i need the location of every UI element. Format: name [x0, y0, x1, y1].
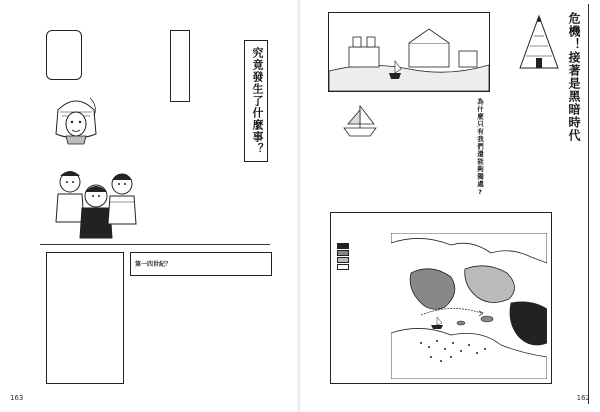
page-number-right: 162 [576, 394, 590, 402]
body-column-2 [202, 28, 216, 178]
main-title-box [244, 40, 268, 162]
body-column-1 [222, 28, 236, 178]
body-column-4 [100, 28, 114, 108]
intro-column-1 [538, 78, 552, 208]
question-heading: 為什麼只有我們還能夠獨處? [476, 98, 484, 197]
legend-swatch-1 [337, 243, 349, 249]
section1-text [150, 30, 166, 180]
right-body-column-2 [424, 96, 438, 206]
mountain-city-icon [516, 10, 562, 70]
fortress-illustration-box [328, 12, 490, 92]
section2-text [136, 278, 266, 378]
legend-item [337, 250, 387, 256]
legend-item [337, 264, 387, 270]
section1-box [170, 30, 190, 102]
right-page [300, 0, 600, 412]
legend-swatch-3 [337, 257, 349, 263]
side-column-1 [562, 206, 576, 386]
section2-label: 第一四世紀？ [135, 261, 172, 268]
legend-swatch-4 [337, 264, 349, 270]
main-title: 究竟發生了什麼事？ [251, 47, 264, 155]
banner-title-box [562, 8, 586, 178]
intro-column-2 [520, 78, 534, 208]
legend-item [337, 257, 387, 263]
bottom-left-frame [46, 252, 124, 384]
banner-rule [588, 4, 589, 404]
pharaoh-face-icon [50, 92, 102, 148]
legend-swatch-2 [337, 250, 349, 256]
right-body-column-1 [442, 96, 456, 206]
right-body-column-3 [406, 96, 420, 206]
intro-column-3 [502, 78, 516, 208]
map-legend [337, 243, 387, 271]
map-box [330, 212, 552, 384]
portraits-illustration-icon [50, 162, 142, 240]
body-column-5 [160, 164, 174, 244]
speech-bubble [46, 30, 82, 80]
body-column-6 [142, 164, 156, 244]
left-divider [40, 244, 270, 245]
body-column-3 [118, 28, 132, 108]
fortress-icon [329, 13, 489, 91]
right-body-column-4 [388, 96, 402, 206]
page-number-left: 163 [10, 394, 24, 402]
banner-title: 危機！接著是黑暗時代 [567, 12, 581, 142]
ship-icon [340, 100, 380, 140]
mediterranean-map-icon [391, 233, 547, 379]
legend-item [337, 243, 387, 249]
section2-box [130, 252, 272, 276]
